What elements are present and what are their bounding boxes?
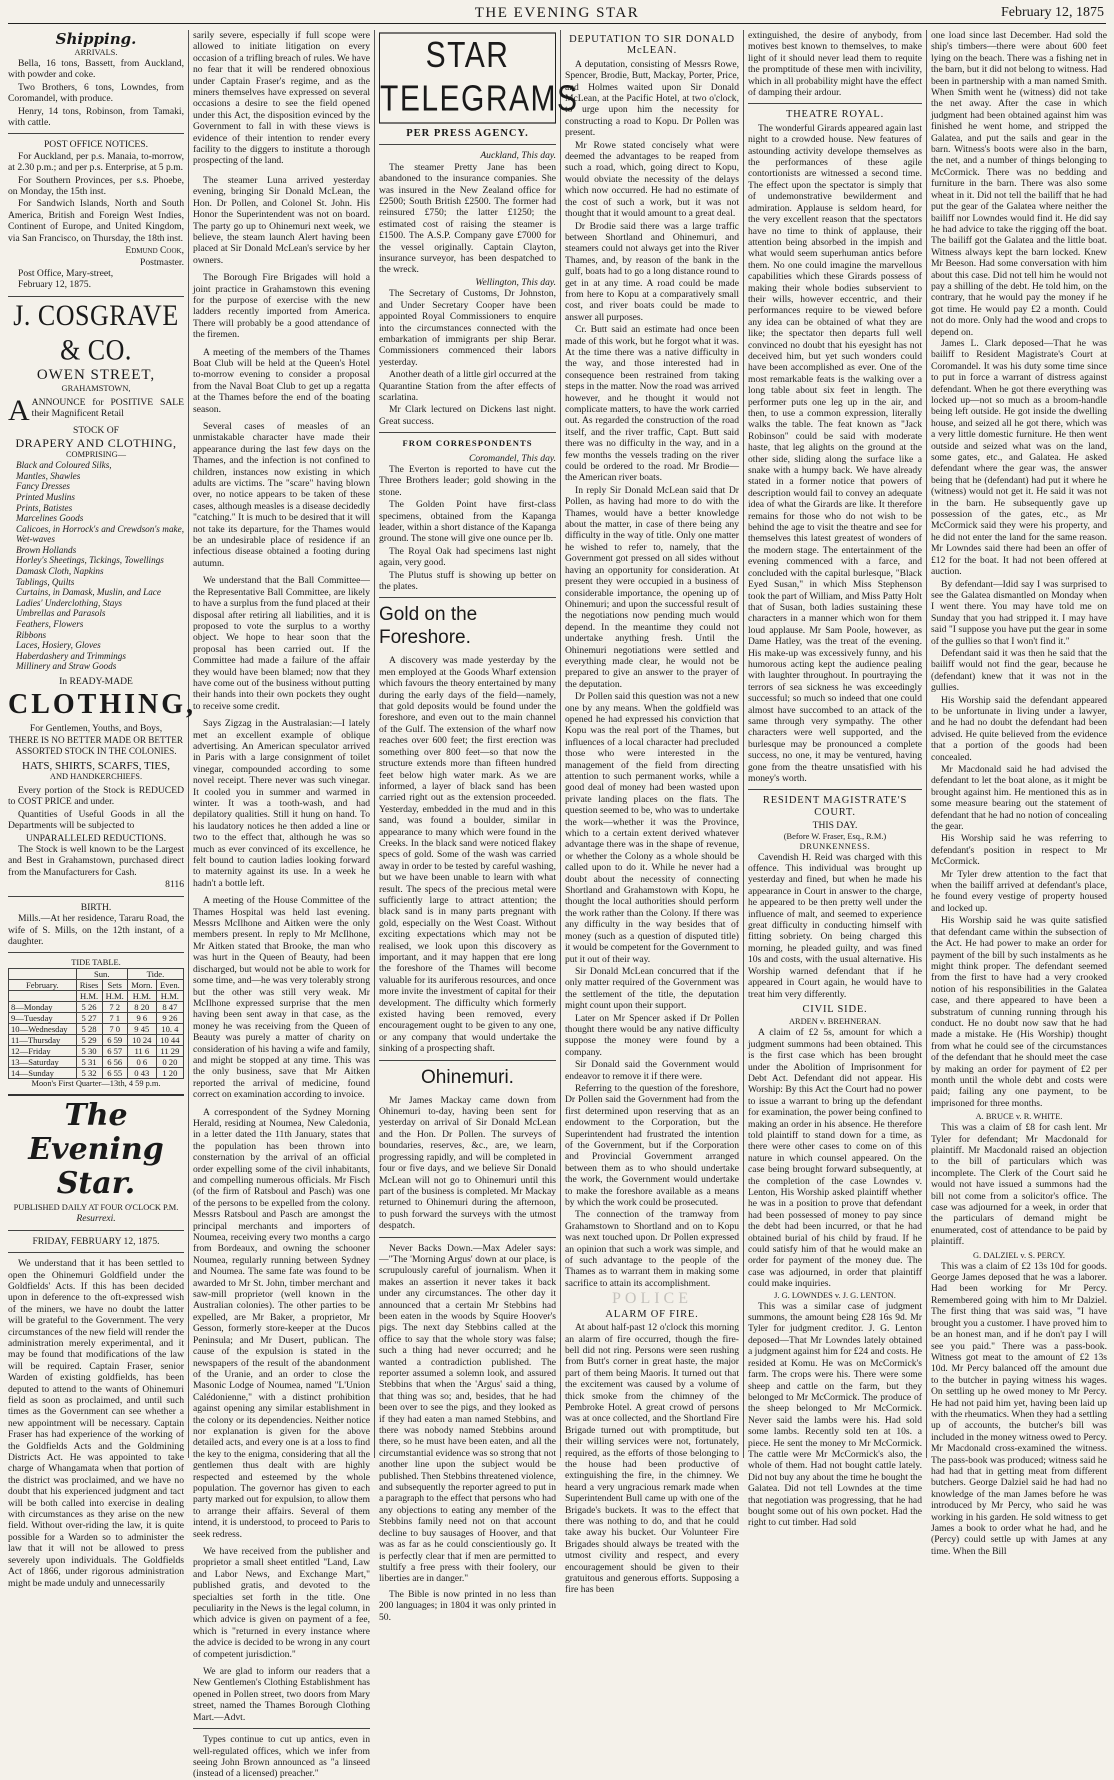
telegram-paragraph: The Plutus stuff is showing up better on the plates.	[379, 569, 556, 593]
article-paragraph: Cr. Butt said an estimate had once been made of this work, but he forgot what it was. At the time there was a native difficulty in the way, and those interested had in consequence been restrained from taking steps in the matter. Now the road was arrived however, and he thought it would not complicate matters, to have the work carried out. As regarded the construction of the road itself, and the river traffic, Capt. Butt said there was no difficulty in the way, and in a few months the vessels trading on the river could be ordered to the road. Mr Brodie—the American river boats.	[565, 324, 739, 484]
tide-note: Moon's First Quarter—13th, 4 59 p.m.	[31, 1079, 161, 1089]
tide-table-body	[9, 1002, 184, 1079]
theatre-heading: THEATRE ROYAL.	[785, 109, 885, 121]
ohinemuri-heading: Ohinemuri.	[421, 1066, 514, 1088]
civil-side-heading: CIVIL SIDE.	[802, 1003, 868, 1015]
table-cell: 12—Friday	[9, 1046, 77, 1057]
post-date: February 12, 1875.	[18, 279, 92, 291]
table-cell: 9 45	[127, 1024, 156, 1035]
article-paragraph: His Worship said the defendant appeared to be unfortunate in living under a lawyer, and he had no doubt the defendant had been advised. He quite believed from the evidence that a portion of the goods had been concealed.	[931, 694, 1107, 763]
table-cell: 8 20	[127, 1002, 156, 1013]
list-item: Haberdashery and Trimmings	[16, 650, 126, 661]
birth-heading: BIRTH.	[80, 901, 112, 913]
post-place: Post Office, Mary-street,	[18, 267, 114, 279]
article-paragraph: extinguished, the desire of anybody, from motives best known to themselves, to make light of it should never lead them to requite the promptitude of these men with incivility, which in all probability might have the effect of damping their ardour.	[748, 30, 922, 99]
column-5	[748, 30, 922, 1529]
table-cell: 5 28	[76, 1024, 102, 1035]
table-cell: 5 31	[76, 1057, 102, 1068]
table-cell: 6 57	[102, 1046, 127, 1057]
column-rule	[374, 30, 375, 1458]
table-cell: 11—Thursday	[9, 1035, 77, 1046]
article-paragraph: This was a similar case of judgment summons, the amount being £28 16s 9d. Mr Tyler for judgment creditor. J. G. Lenton deposed—That Mr Lowndes lately obtained a judgment against him for £24 and costs. He resided at Komu. He was on McCormick's farm. The crops were his. There were some sheep and cattle on the farm, but they belonged to Mr McCormick. The produce of the sheep belonged to Mr McCormick. Never said the lambs were his. Had sold some lambs. Recently sold ten at 10s. a piece. He sent the money to Mr McCormick. The cattle were Mr McCormick's also, the whole of them. Had not bought cattle lately. Did not buy any about the time he bought the Galatea. Did not tell Lowndes at the time that negotiation was progressing, that he had bought some out of his own pocket. Had the right to cut timber. Had sold	[748, 1300, 922, 1529]
list-item: Marcelines Goods	[16, 513, 84, 524]
table-header-row	[9, 991, 184, 1002]
article-paragraph: sarily severe, especially if full scope were allowed to initiate litigation on every occasion of a trifling breach of rules. We have no fear that it will be rendered obnoxious under Captain Fraser's regime, and as the miners themselves have expressed on several occasions a desire to see the field opened under this Act, the disposition evinced by the Government to fall in with these views is evidence of their intention to render every facility to the diggers to institute a thorough prospecting of the land.	[193, 30, 370, 167]
telegram-paragraph: The Royal Oak had specimens last night again, very good.	[379, 545, 556, 569]
table-cell: 10. 4	[156, 1024, 183, 1035]
table-header: Even.	[156, 980, 183, 991]
table-cell: 0 43	[127, 1068, 156, 1079]
table-header-row	[9, 969, 184, 980]
arrival-item: Two Brothers, 6 tons, Lowndes, from Coromandel, with produce.	[8, 81, 184, 105]
list-item: Prints, Batistes	[16, 502, 73, 513]
table-row	[9, 1013, 184, 1024]
advert-item-list	[8, 460, 184, 672]
table-cell: 9—Tuesday	[9, 1013, 77, 1024]
article-paragraph: The Bible is now printed in no less than 200 languages; in 1804 it was only printed in 50.	[379, 1588, 556, 1623]
advert-every: Every portion of the Stock is REDUCED to COST PRICE and under.	[8, 785, 184, 808]
list-item: Millinery and Straw Goods	[16, 661, 117, 672]
case-title: G. DALZIEL v. S. PERCY.	[972, 1250, 1066, 1260]
table-cell: 7 2	[102, 1002, 127, 1013]
tide-table	[8, 968, 184, 1079]
table-header: Sun.	[76, 969, 127, 980]
article-paragraph: The Borough Fire Brigades will hold a joint practice in Grahamstown this evening for the purpose of exercise with the new ladders recently imported from America. There will probably be a good attendance of the firemen.	[193, 272, 370, 341]
telegram-paragraph: The steamer Pretty Jane has been abandoned to the insurance companies. She was insured in the New Zealand office for £2500; South British £2500. The former had reinsured £750; the latter £1250; the estimated cost of raising the steamer is £1500. The A.S.P. Company gave £7000 for the vessel originally. Captain Clayton, insurance surveyor, has been despatched to the wreck.	[379, 161, 556, 276]
gold-foreshore-heading: Gold on the Foreshore.	[379, 604, 478, 649]
advert-announce: AANNOUNCE for POSITIVE SALE their Magnificent Retail	[8, 393, 184, 427]
telegram-paragraph: Mr Clark lectured on Dickens last night. Great success.	[379, 404, 556, 427]
column-rule	[560, 30, 561, 1458]
table-row	[9, 1035, 184, 1046]
table-cell: 0 20	[156, 1057, 183, 1068]
table-cell: 10 24	[127, 1035, 156, 1046]
article-paragraph: Cavendish H. Reid was charged with this offence. This individual was brought up yesterday and fined, but when he made his appearance in Court in answer to the charge, he appeared to be then pretty well under the influence of malt, and seemed to experience great difficulty in conducting himself with fitting sobriety. On being charged this morning, he pleaded guilty, and was fined 10s and costs, with the usual alternative. His Worship warned defendant that if he appeared in Court again, he would have to treat him very differently.	[748, 851, 922, 1000]
article-paragraph: The steamer Luna arrived yesterday evening, bringing Sir Donald McLean, the Hon. Dr Pollen, and Colonel St. John. His Honor the Superintendent was not on board. The party go up to Ohinemuri next week, we believe, the steam launch Alert having been placed at Sir Donald McLean's service by her owners.	[193, 174, 370, 266]
article-paragraph: Says Zigzag in the Australasian:—I lately met an excellent example of oblique advertising. An American speculator arrived in Paris with a large consignment of toilet vinegar, compounded according to some novel receipt. There never was such vinegar. It cooled you in summer and warmed in winter. It was a tooth-wash, and had depilatory qualities. Still it hung on hand. To his laudatory notices he then added a line or two to the effect that, although he was so much as ever convinced of its excellence, he felt bound to caution ladies looking forward to maternity against its use. In a week he hadn't a bottle left.	[193, 718, 370, 889]
article-paragraph: Sir Donald said the Government would endeavor to remove it if there were.	[565, 1059, 739, 1082]
press-agency-heading: PER PRESS AGENCY.	[406, 128, 529, 139]
table-cell: 5 32	[76, 1068, 102, 1079]
table-cell: 5 26	[76, 1002, 102, 1013]
column-rule	[926, 30, 927, 1458]
post-office-heading: POST OFFICE NOTICES.	[43, 139, 149, 151]
post-signer: Edmund Cook,	[125, 245, 184, 257]
paper-date: FRIDAY, FEBRUARY 12, 1875.	[32, 1235, 160, 1247]
list-item: Calicoes, in Horrock's and Crewdson's make, Wet-waves	[16, 523, 184, 545]
correspondents-heading: FROM CORRESPONDENTS	[402, 438, 533, 449]
table-header: Morn.	[127, 980, 156, 991]
telegram-paragraph: The Secretary of Customs, Dr Johnston, and Under Secretary Cooper have been appointed Royal Commissioners to enquire into the circumstances connected with the embarkation of immigrants per ship Berar. Commissioners commenced their labors yesterday.	[379, 288, 556, 368]
article-paragraph: James L. Clark deposed—That he was bailiff to Resident Magistrate's Court at Coromandel. It was his duty some time since to put in force a warrant of distress against defendant. When he got there everything was locked up—not so much as a broom-handle being left outside. He got inside the dwelling house, and seized all he got there, which was a very little domestic furniture. He then went outside and seized what was on the land, some gates, etc., and Galatea. He asked defendant where the gear was, the answer being that he (defendant) had put it where he (witness) would not get it. He said it was not in the barn. He subsequently gave up possession of the gates, etc., as Mr McCormick said they were his property, and he did not enter the land for the same reason. Mr Lowndes said there had been an offer of £12 for the boat. It had not been offered at auction.	[931, 337, 1107, 578]
star-telegrams-heading: STAR TELEGRAMS	[379, 32, 556, 123]
list-item: Umbrellas and Parasols	[16, 608, 106, 619]
article-paragraph: one load since last December. Had sold the ship's timbers—there were about 600 feet lying on the beach. There was a fishing net in the barn, but it did not belong to witness. Had been in partnership with a man named Smith. When Smith went he (witness) did not take the net away. After the case in which judgment had been obtained against him was finished he went home, and stripped the Galatea, and put the sails and gear in the barn. Witness's boots were also in the barn, the net, and a number of things belonging to McCormick. There was no bedding and furniture in the barn. There was also some wheat in it. Did not tell the bailiff that he had put the gear of the Galatea where neither the bailiff nor Lowndes would find it. He did say he had advice to take the rigging off the boat. The bailiff got the Galatea and the little boat. Witness always kept the barn locked. Knew Mr Beeson. Had some conversation with him about this case. Did not tell him he would not pay a shilling of the debt. He told him, on the contrary, that he would pay the money if he got time. He would pay £2 a month. Could not do more. Only had the wood and crops to depend on.	[931, 30, 1107, 338]
faded-show-through-text: POLICE	[612, 1290, 692, 1308]
article-paragraph: By defendant—Idid say I was surprised to see the Galatea dismantled on Monday when I went there. You may have told me on Sunday that you had stripped it. I may have said "I suppose you have put the gear in some of the gullies so that I won't find it."	[931, 578, 1107, 647]
table-header: H.M.	[156, 991, 183, 1002]
table-header: H.M.	[76, 991, 102, 1002]
advert-stock-known: The Stock is well known to be the Largest and Best in Grahamstown, purchased direct from the Manufacturers for Cash.	[8, 844, 184, 878]
dateline: Coromandel, This day.	[468, 452, 556, 464]
telegram-paragraph: Another death of a little girl occurred at the Quarantine Station from the after effects of scarlatina.	[379, 369, 556, 403]
table-header: Sets	[102, 980, 127, 991]
table-header: February.	[9, 980, 77, 991]
court-heading: RESIDENT MAGISTRATE'S COURT.	[762, 795, 908, 818]
article-paragraph: Several cases of measles of an unmistakable character have made their appearance during the last few days on the Thames, and the infection is not confined to children, instances now existing in which adults are victims. The "scare" having blown over, no notice appears to be taken of these cases, although measles is a disease decidedly "catching." It is much to be desired that it will not take its departure, for the Thames would be an undesirable place of residence if an infectious disease obtained a footing during autumn.	[193, 421, 370, 569]
masthead-date: February 12, 1875	[1000, 5, 1104, 20]
column-6	[931, 30, 1107, 1557]
table-cell: 5 29	[76, 1035, 102, 1046]
list-item: Black and Coloured Silks,	[16, 460, 112, 471]
list-item: Ribbons	[16, 629, 47, 640]
table-cell: 6 56	[102, 1057, 127, 1068]
advert-no-better: THERE IS NO BETTER MADE OR BETTER ASSORTED STOCK IN THE COLONIES.	[8, 734, 184, 757]
table-header-row	[9, 980, 184, 991]
paper-subtitle: PUBLISHED DAILY AT FOUR O'CLOCK P.M.	[13, 1203, 179, 1213]
advert-firm-name: J. COSGRAVE & CO.	[13, 298, 179, 367]
article-paragraph: Later on Mr Spencer asked if Dr Pollen thought there would be any native difficulty suppose the money were found by a company.	[565, 1012, 739, 1058]
table-row	[9, 1024, 184, 1035]
advert-unparalleled: UNPARALLELED REDUCTIONS.	[25, 832, 167, 844]
table-cell: 8 47	[156, 1002, 183, 1013]
article-paragraph: A meeting of the members of the Thames Boat Club will be held at the Queen's Hotel to-morrow evening to consider a proposal from the Naval Boat Club to get up a regatta at the Thames before the end of the boating season.	[193, 346, 370, 415]
table-cell: 7 0	[102, 1024, 127, 1035]
advert-quantities: Quantities of Useful Goods in all the Departments will be subjected to	[8, 808, 184, 832]
table-header: H.M.	[102, 991, 127, 1002]
list-item: Tablings, Quilts	[16, 576, 75, 587]
birth-notice: Mills.—At her residence, Tararu Road, the wife of S. Mills, on the 12th instant, of a daughter.	[8, 913, 184, 947]
table-row	[9, 1002, 184, 1013]
table-cell: 13—Saturday	[9, 1057, 77, 1068]
arrivals-heading: ARRIVALS.	[74, 48, 118, 57]
arrival-item: Henry, 14 tons, Robinson, from Tamaki, with cattle.	[8, 105, 184, 129]
table-cell: 7 1	[102, 1013, 127, 1024]
article-paragraph: His Worship said he was quite satisfied that defendant came within the subsection of the Act. He had power to make an order for payment of the bill by such instalments as he might think proper. The defendant seemed from the first to have had a very crooked notion of his responsibilities in the Galatea case, and there appeared to have been a substratum of cunning running through his conduct. He no doubt now saw that he had made a mistake. He (His Worship) thought from what he could see of the circumstances of the defendant that he should meet the case by making an order for payment of £2 per month until the whole debt and costs were paid; failing any one payment, to be imprisoned for three months.	[931, 915, 1107, 1109]
column-rule	[743, 30, 744, 1458]
table-cell: 14—Sunday	[9, 1068, 77, 1079]
list-item: Curtains, in Damask, Muslin, and Lace	[16, 587, 161, 598]
dateline: Wellington, This day.	[475, 276, 556, 288]
article-paragraph: The connection of the tramway from Grahamstown to Shortland and on to Kopu was next touched upon. Dr Pollen expressed an opinion that such a work was simple, and of such advantage to the people of the Thames as to warrant them in making some sacrifice to attain its accomplishment.	[565, 1209, 739, 1289]
table-row	[9, 1046, 184, 1057]
article-paragraph: A meeting of the House Committee of the Thames Hospital was held last evening. Messrs McIlhone and Aitken were the only members present. In reply to Mr McIlhone, Mr Aitken stated that Brooke, the man who was hurt in the Queen of Beauty, had been discharged, but would not be able to work for some time, and—he was very tolerably strong but the other was still very weak. Mr McIlhone expressed surprise that the men having been sent away in that case, as the money he was receiving from the Queen of Beauty was purely a matter of charity on consideration of his having a wife and family, and might be stopped at any time. This was the only business, save that Mr Aitken reported the arrival of medicine, found correct on examination according to invoice.	[193, 895, 370, 1101]
table-row	[9, 1057, 184, 1068]
table-row	[9, 1068, 184, 1079]
telegram-paragraph: The Everton is reported to have cut the Three Brothers leader; gold showing in the stone.	[379, 463, 556, 498]
court-before: (Before W. Fraser, Esq., R.M.)	[783, 831, 887, 841]
table-header	[9, 969, 77, 980]
table-header	[9, 991, 77, 1002]
advert-for: For Gentlemen, Youths, and Boys,	[29, 723, 163, 735]
advert-drapery: DRAPERY AND CLOTHING,	[15, 436, 177, 451]
article-paragraph: This was a claim of £8 for cash lent. Mr Tyler for defendant; Mr Macdonald for plaintiff. Mr Macdonald raised an objection to the bill of particulars which was incomplete. The Clerk of the Court said he would not have issued a summons had the bill not come from a solicitor's office. The case was adjourned for a week, in order that the particulars of demand might be enumerated, cost of attendance to be paid by plaintiff.	[931, 1122, 1107, 1248]
article-paragraph: A deputation, consisting of Messrs Rowe, Spencer, Brodie, Butt, Mackay, Porter, Price, and Holmes waited upon Sir Donald McLean, at the Pacific Hotel, at two o'clock, to urge upon him the necessity for constructing a road to Kopu. Dr Pollen was present.	[565, 58, 739, 139]
table-header: H.M.	[127, 991, 156, 1002]
table-cell: 5 27	[76, 1013, 102, 1024]
article-paragraph: Mr Rowe stated concisely what were deemed the advantages to be reaped from such a road, which, going direct to Kopu, would obviate the necessity of the delays which now occurred. He had no estimate of the cost of such a work, but it was not thought that it would amount to a great deal.	[565, 139, 739, 220]
article-paragraph: We understand that the Ball Committee—the Representative Ball Committee, are likely to have a surplus from the fund placed at their disposal after retiring all liabilities, and it is proposed to vote the surplus to a worthy object. We hope to hear soon that the proposal has been carried out. If the Committee had made a failure of the affair they would have been blamed; now that they have come out of the business without putting their hands into their own pockets they ought to receive some credit.	[193, 575, 370, 712]
shipping-heading: Shipping.	[55, 30, 137, 48]
post-item: For Sandwich Islands, North and South America, British and Foreign West Indies, Continent of Europe, and United Kingdom, via San Francisco, on Thursday, the 18th inst.	[8, 198, 184, 244]
list-item: Mantles, Shawles	[16, 470, 81, 481]
table-cell: 1 20	[156, 1068, 183, 1079]
case-title: A. BRUCE v. R. WHITE.	[975, 1112, 1063, 1122]
list-item: Brown Hollands	[16, 544, 77, 555]
leader-article: We understand that it has been settled to open the Ohinemuri Goldfield under the Goldfields' Acts. If this has been decided upon in deference to the oft-expressed wish of the miners, we have no doubt the latter will be grateful to the Government. The very circumstances of the new field will render the administration merely experimental, and it may be found that modifications of the law will be required. Captain Fraser, senior Warden of existing goldfields, has been deputed to attend to the wants of Ohinemuri field as soon as proclaimed, and until such times as the Government can see whether a new appointment will be necessary. Captain Fraser has had experience of the working of the Goldfields Acts and the Goldmining Districts Act. He was appointed to take charge of Whangamata when that portion of the district was proclaimed, and we have no doubt that his experienced judgment and tact will be both called into exercise in dealing with circumstances as they arise on the new field. Without over-riding the law, it is quite possible for a Warden so to administer the law that it will not be allowed to press severely upon individuals. The Goldfields Act of 1866, under rigorous administration might be made unduly and unnecessarily	[8, 1258, 184, 1589]
advert-town: GRAHAMSTOWN,	[61, 383, 131, 393]
table-cell: 10—Wednesday	[9, 1024, 77, 1035]
post-signer-title: Postmaster.	[140, 256, 184, 268]
list-item: Feathers, Flowers	[16, 619, 84, 630]
article-paragraph: Mr James Mackay came down from Ohinemuri to-day, having been sent for yesterday on arrival of Sir Donald McLean and the Hon. Dr Pollen. The surveys of boundaries, reserves, &c., are, we learn, progressing rapidly, and will be completed in four or five days, and we believe Sir Donald McLean will not go to Ohinemuri until this part of the business is completed. Mr Mackay returned to Ohinemuri during the afternoon, to push forward the surveys with the utmost despatch.	[379, 1094, 556, 1232]
table-cell: 0 6	[127, 1057, 156, 1068]
table-cell: 11 6	[127, 1046, 156, 1057]
article-paragraph: His Worship said he was referring to defendant's position in respect to Mr McCormick.	[931, 833, 1107, 868]
list-item: Horley's Sheetings, Tickings, Towellings	[16, 555, 164, 566]
article-paragraph: Referring to the question of the foreshore, Dr Pollen said the Government had from the first determined upon reserving that as an endowment to the Corporation, but the Superintendent had frustrated the intention of the Government, but if the Corporation and Provincial Government arranged between them as to who should undertake the work, the Government would undertake to make the foreshore available as a means by which the work could be prosecuted.	[565, 1082, 739, 1209]
paper-title: The Evening Star.	[28, 1098, 164, 1202]
article-paragraph: Never Backs Down.—Max Adeler says:—"The 'Morning Argus' down at our place, is scrupulously careful of journalism. When it makes an assertion it never takes it back under any circumstances. The other day it announced that a certain Mr Stebbins had been eaten in the woods by Squire Hoover's pigs. The next day Stebbins called at the office to say that the whole story was false; such a thing had never occurred; and he wanted a contradiction published. The reporter assumed a solemn look, and assured Stebbins that when the 'Argus' said a thing, that thing was so; and, besides, that he had been over to see the pigs, and they looked as if they had eaten a man named Stebbins, and there was nobody named Stebbins around there, so he must have been eaten, and all the circumstantial evidence was so strong that not another line upon the subject would be published. Then Stebbins threatened violence, and subsequently the reporter agreed to put in a paragraph to the effect that persons who had any objections to eating any member of the Stebbins family need not on that account decline to buy sausages of Hoover, and that was as far as he could conscientiously go. It is perfectly clear that if men are permitted to stultify a free press with their foolery, our liberties are in danger."	[379, 1242, 556, 1585]
article-paragraph: Defendant said it was then he said that the bailiff would not find the gear, because he (defendant) knew that it was not in the gullies.	[931, 647, 1107, 694]
alarm-heading: ALARM OF FIRE.	[605, 1308, 699, 1320]
advert-number: 8116	[165, 879, 184, 891]
article-paragraph: In reply Sir Donald McLean said that Dr Pollen, as having had more to do with the Thames, would have a better knowledge about the matter, in case of there being any difficulty in the way of title. Only one matter he wished to refer to, namely, that the Government got pressed on all sides without having an opportunity for consideration. At present they were occupied in a business of considerable importance, the opening up of Ohinemuri; and upon the successful result of the negotiations now pending much would depend. In the meantime they could not undertake anything fresh. Until the Ohinemuri negotiations were settled and everything made clear, he would not be prepared to give an answer to the prayer of the deputation.	[565, 484, 739, 690]
advert-ready-made: In READY-MADE	[59, 676, 133, 687]
table-cell: 9 26	[156, 1013, 183, 1024]
advert-stock: STOCK OF	[73, 424, 119, 436]
article-paragraph: The wonderful Girards appeared again last night to a crowded house. New features of astounding activity develope themselves as the performances of these agile contortionists are witnessed a second time. The effect upon the spectator is simply that of undemonstrative bewilderment and admiration. Applause is seldom heard, for the very excellent reason that the spectators have no time to think of applause, their attention being absorbed in the impish and what would seem superhuman antics before them. No one could imagine the marvellous capabilities which these Girards possess of making their whole bodies subservient to their wills, however eccentric, and their performances require to be viewed before any idea can be obtained of what they are like; the spectator then departs full well convinced no doubt that his eyesight has not deceived him, but yet such wonders could have been accomplished as ever. One of the most remarkable feats is the walking over a long table about six feet in length. The performer puts one leg up in the air, and then, to use a common expression, literally walks the table. The feat known as "Jack Robinson" could be said with moderate haste, that leg alights on the ground at the other side, sliding along the surface like a snake with a humpy back. We have already stated in a former notice that powers of description would fail to convey an adequate idea of what the Girards are like. It therefore remains for those who do not wish to be behind the age to visit the theatre and see for themselves this latest greatest of wonders of the modern stage. The entertainment of the evening commenced with a farce, and concluded with the capital burlesque, "Black Eyed Susan," in which Miss Stephenson took the part of William, and Miss Patty Holt that of Susan, both ladies sustaining these characters in a manner which won for them loud applause. Mr Sam Poole, however, as Dame Hatley, was the treat of the evening. His make-up was excessively funny, and his humorous acting kept the audience pealing with laughter throughout. In pourtraying the terrors of sea sickness he was exceedingly successful; so much so indeed that one could almost have succombed to an attack of the same through very sympathy. The other characters were well supported, and the burlesque may be pronounced a complete success, no one, it may be ventured, having gone from the theatre unsatisfied with his money's worth.	[748, 122, 922, 784]
list-item: Damask Cloth, Napkins	[16, 566, 104, 577]
deputation-heading: DEPUTATION TO SIR DONALD McLEAN.	[569, 34, 735, 57]
article-paragraph: Dr Brodie said there was a large traffic between Shortland and Ohinemuri, and steamers could not always get into the River Thames, and, by reason of the bank in the gulf, boats had to go a long distance round to get in at any time. A road could be made from here to Kopu at a comparatively small cost, and river boats could be made to answer all purposes.	[565, 220, 739, 323]
article-paragraph: Mr Macdonald said he had advised the defendant to let the boat alone, as it might be brought against him. He mentioned this as in some measure bearing out the statement of defendant that he had no notion of concealing the gear.	[931, 764, 1107, 833]
column-3	[379, 30, 579, 1623]
list-item: Laces, Hosiery, Gloves	[16, 640, 101, 651]
telegram-paragraph: The Golden Point have first-class specimens, obtained from the Kapanga leader, within a short distance of the Kapanga ground. The stone will give one ounce per lb.	[379, 499, 556, 545]
masthead-title: THE EVENING STAR	[474, 5, 640, 21]
table-header: Tide.	[127, 969, 183, 980]
article-paragraph: Types continue to cut up antics, even in well-regulated offices, which we infer from seeing John Brown announced as "a linseed (instead of a licensed) preacher."	[193, 1734, 370, 1780]
post-item: For Auckland, per p.s. Manaia, to-morrow, at 2.30 p.m.; and per p.s. Enterprise, at 5 p.m.	[8, 150, 184, 174]
arrival-item: Bella, 16 tons, Bassett, from Auckland, with powder and coke.	[8, 58, 184, 81]
article-paragraph: A discovery was made yesterday by the men employed at the Goods Wharf extension which favours the theory entertained by many during the early days of the field—namely, that gold deposits would be found under the foreshore, and even out to the main channel of the Gulf. The extension of the wharf now reaches over 600 feet; the first erection was something over 800 feet—so that now the structure extends more than fifteen hundred feet below high water mark. As we are informed, a layer of black sand has been carried right out as the extension proceeded. Yesterday, embedded in the mud and in this sand, was found a boulder, similar in appearance to many which were found in the Creeks. In the black sand were noticed flakey specs of gold. Some of the wash was carried away in order to be tested by careful washing, but we have been unable to learn with what result. The specs of the precious metal were sufficiently large to attract attention; the black sand is in many parts pregnant with gold, especially on the West Coast. Without exciting expectations which may not be realised, we look upon this discovery as important, and it may happen that ere long the foreshore of the Thames will become valuable for its auriferous resources, and once more invite the investment of capital for their development. The difficulty which formerly existed having been removed, every encouragement ought to be given to any one, or any company that would undertake the sinking of a prospecting shaft.	[379, 655, 556, 1055]
table-cell: 9 6	[127, 1013, 156, 1024]
table-cell: 10 44	[156, 1035, 183, 1046]
court-day: THIS DAY.	[812, 820, 858, 832]
article-paragraph: A claim of £2 5s, amount for which a judgment summons had been obtained. This is the first case which has been brought under the Abolition of Imprisonment for Debt Act. Defendant did not appear. His Worship: By this Act the Court had no power to issue a warrant to bring up the defendant for examination, the power being confined to making an order in his absence. He therefore told plaintiff to stand down for a time, as there were other cases to come on of this nature in which counsel appeared. On the case being brought forward subsequently, at the completion of the case Lowndes v. Lenton, His Worship asked plaintiff whether he was in a position to prove that defendant had been possessed of money to pay since the debt had been incurred, or that he had obtained burial of his child by fraud. If he could satisfy him of that he would make an order for payment of the money due. The case was adjourned, in order that plaintiff could make inquiries.	[748, 1027, 922, 1290]
list-item: Ladies' Underclothing, Stays	[16, 597, 122, 608]
article-paragraph: We have received from the publisher and proprietor a small sheet entitled "Land, Law and Labor News, and Exchange Mart," published gratis, and devoted to the specialties set forth in the title. One peculiarity in the News is the legal column, in which advice is given on payment of a fee, which is "returned in every instance where the advice is decided to be wrong in any court of competent jurisdiction."	[193, 1546, 370, 1660]
advert-handkerchiefs: AND HANDKERCHIEFS.	[49, 772, 143, 782]
table-header: Rises	[76, 980, 102, 991]
masthead	[8, 2, 1106, 24]
case-title: J. G. LOWNDES v. J. G. LENTON.	[774, 1290, 896, 1300]
column-1	[8, 30, 197, 1589]
advert-hats: HATS, SHIRTS, SCARFS, TIES,	[22, 759, 170, 772]
dateline: Auckland, This day.	[480, 150, 556, 162]
case-title: ARDEN v. BREHNERAN.	[788, 1017, 882, 1027]
post-item: For Southern Provinces, per s.s. Phoebe, on Monday, the 15th inst.	[8, 174, 184, 198]
article-paragraph: Dr Pollen said this question was not a new one by any means. When the goldfield was opened he had expressed his conviction that Kopu was the real port of the Thames, but influences of a local character had precluded those who were interested in the management of the field from directing attention to such permanent works, while a good deal of money had been wasted upon private landing places on the flats. The question seemed to be, who was to undertake the work—whether it was the Province, which to a certain extent derived whatever advantage there was in the shape of revenue, or whether the Colony as a whole should be called upon to do it. While he never had a doubt about the necessity of connecting Shortland and Grahamstown with Kopu, he thought the local authorities should perform the work rather than the Colony. If there was any difficulty in the way besides that of money (such as a question of disputed title) it would be competent for the Government to put it out of their way.	[565, 691, 739, 965]
column-rule	[188, 30, 189, 1458]
article-paragraph: Mr Tyler drew attention to the fact that when the bailiff arrived at defendant's place, he found every vestige of property housed and locked up.	[931, 868, 1107, 914]
list-item: Fancy Dresses	[16, 481, 71, 492]
paper-motto: Resurrexi.	[76, 1213, 116, 1225]
list-item: Printed Muslins	[16, 491, 75, 502]
tide-table-heading: TIDE TABLE.	[71, 958, 121, 968]
advert-comprising: COMPRISING—	[65, 450, 127, 460]
column-4	[565, 30, 739, 1596]
table-cell: 6 55	[102, 1068, 127, 1079]
column-2	[193, 30, 370, 1780]
table-cell: 6 59	[102, 1035, 127, 1046]
table-cell: 8—Monday	[9, 1002, 77, 1013]
article-paragraph: At about half-past 12 o'clock this morning an alarm of fire occurred, though the fire-bell did not ring. Persons were seen rushing from Butt's corner in great haste, the major part of them being Maoris. It turned out that the excitement was caused by a volume of thick smoke from the chimney of the Pembroke Hotel. A great crowd of persons was at once collected, and the Shortland Fire Brigade turned out with promptitude, but their willing services were not, fortunately, required, as the efforts of those belonging to the house had been productive of extinguishing the fire, in the chimney. We heard a very ungracious remark made when Superintendent Bull came up with one of the Brigade's buckets. It was to the effect that there was nothing to do, and that he could take away his bucket. Our Volunteer Fire Brigades should always be treated with the utmost civility and respect, and every encouragement should be given to their gratuitous and generous efforts. Supposing a fire has been	[565, 1322, 739, 1596]
table-cell: 5 30	[76, 1046, 102, 1057]
article-paragraph: We are glad to inform our readers that a New Gentlemen's Clothing Establishment has opened in Pollen street, two doors from Mary street, named the Thames Borough Clothing Mart.—Advt.	[193, 1666, 370, 1723]
article-paragraph: This was a claim of £2 13s 10d for goods. George James deposed that he was a laborer. Had been working for Mr Percy. Remembered going with him to Mr Dalziel. The first thing that was said was, "I have brought you a customer. I have proved him to be an honest man, and if he don't pay I will see you paid." There was a pass-book. Witness got meat to the amount of £2 13s 10d. Mr Percy balanced off the amount due to the butcher in paying witness his wages. On settling up he owed money to Mr Percy. He had not paid him yet, having been laid up with the rheumatics. When they had a settling up of accounts, the butcher's bill was included in the money witness owed to Percy. Mr Macdonald cross-examined the witness. The pass-book was produced; witness said he had had that in getting meat from different butchers. George Dalziel said he had had no knowledge of the man James before he was introduced by Mr Percy, who said he was working in his garden. He sold witness to get James a book to order what he had, and he (Percy) could settle up with James at any time. When the Bill	[931, 1260, 1107, 1557]
article-paragraph: A correspondent of the Sydney Morning Herald, residing at Noumea, New Caledonia, in a letter dated the 11th January, states that the population has been thrown into consternation by the arrival of an official order expelling some of the civil inhabitants, and compelling numerous officials. Mr Fisch (of the firm of Ratsboul and Pasch) was one of the persons to be expelled from the colony. Messrs Ratsboul and Pasch are amongst the principal merchants and importers of Noumea, receiving every two months a cargo from Bordeaux, and owning the schooner Noumea, regularly running between Sydney and Noumea. The same fate was found to be awarded to Mr St. John, timber merchant and saw-mill proprietor (well known in the Australian colonies). The other parties to be expelled, are Mr Baker, a proprietor, Mr Gesson, formerly store-keeper at the Ducos Peninsula; and Mr Dusert, publican. The cause of the expulsion is stated in the newspapers of the result of the abandonment of the Uranie, and an order to close the Masonic Lodge of Noumea, named "L'Union Calédonienne," with a distinct prohibition against opening any similar establishment in the colony or its dependencies. Neither notice nor explanation is given for the above detailed acts, and every one is at a loss to find the key to the enigma, considering that all the gentlemen thus dealt with are highly respected and esteemed by the whole population. The governor has given to each party marked out for expulsion, to allow them to arrange their affairs. Several of them intend, it is understood, to proceed to Paris to seek redress.	[193, 1106, 370, 1540]
article-paragraph: Sir Donald McLean concurred that if the only matter required of the Government was the settlement of the title, the deputation might count upon their support.	[565, 965, 739, 1012]
advert-street: OWEN STREET,	[36, 366, 156, 383]
advert-clothing: CLOTHING,	[8, 689, 197, 721]
table-cell: 11 29	[156, 1046, 183, 1057]
drunkenness-heading: DRUNKENNESS.	[799, 841, 871, 851]
